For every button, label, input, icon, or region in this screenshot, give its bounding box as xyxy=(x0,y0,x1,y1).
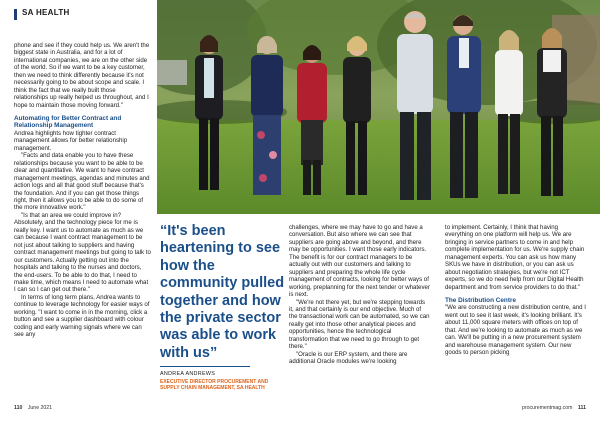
attribution-role: EXECUTIVE DIRECTOR PROCUREMENT AND SUPPLY CHAIN MANAGEMENT, SA HEALTH xyxy=(160,379,269,392)
section-marker xyxy=(14,9,17,20)
paragraph: "Oracle is our ERP system, and there are additional Oracle modules we're looking xyxy=(289,350,408,366)
article-column-3 xyxy=(445,224,587,357)
footer-left xyxy=(14,405,52,411)
paragraph: "We are constructing a new distribution centre, and I went out to see it last week, it's looking brilliant. It's about 11,000 square meters with offices on top of that. And we're looking to automate as much as we can. We'll be putting in a new procurement system and warehouse management system. Our new goods to person picking xyxy=(445,304,586,357)
footer-right xyxy=(522,405,586,411)
quote-divider xyxy=(160,366,250,367)
team-photo-illustration xyxy=(157,0,600,214)
subheading-distribution-centre: The Distribution Centre xyxy=(445,297,517,305)
pull-quote-text: “It's been heartening to see how the community pulled together and how the private sector was able to work with us” xyxy=(160,223,285,361)
paragraph: "Facts and data enable you to have these relationships because you want to be able to be clear and quantitative. We want to have contract management meetings, agendas and minutes and action logs and all that good stuff because that's the foundation. And if you can get those things right, then it allows you to be able to do some of the more innovative work." xyxy=(14,152,150,212)
article-column-2 xyxy=(289,224,431,366)
person-figure xyxy=(251,36,283,195)
paragraph: Andrea highlights how tighter contract management allows for better relationship management. xyxy=(14,129,128,152)
section-header xyxy=(14,8,154,22)
quote-attribution xyxy=(160,371,270,391)
attribution-name: ANDREA ANDREWS xyxy=(160,371,216,377)
article-column-1 xyxy=(14,42,151,339)
site-url: procurementmag.com xyxy=(521,405,573,411)
paragraph: "We're not there yet, but we're stepping towards it, and that certainly is our end objective. Much of the transactional work can be automated, so we can really get into those other analytical pieces and opportunities, hence the technological transformation that we need to go through to get there." xyxy=(289,298,430,351)
pull-quote xyxy=(160,223,285,367)
subheading-automating: Automating for Better Contract and Relationship Management xyxy=(14,115,122,130)
paragraph: phone and see if they could help us. We aren't the biggest state in Australia, and for a lot of international companies, we are on the other side of the world. So if we want to be a key customer, then we need to think differently because it's not necessarily going to be about scope and scale. I think the fact that we really built those relationships up really helped us throughout, and I hope to maintain those moving forward." xyxy=(14,42,150,109)
section-label: SA HEALTH xyxy=(22,8,70,17)
paragraph: to implement. Certainly, I think that having everything on one platform will help us. We are bringing in service partners to come in and help complete implementation for us. We're supply chain management experts. You can ask us how many SKUs we have in distribution, or you can ask us about negotiation strategies, but we're not ICT experts, so we do need help from our Digital Health department and from service providers to do that." xyxy=(445,224,585,291)
paragraph: challenges, where we may have to go and have a conversation. But also where we can see that suppliers are going above and beyond, and there may be opportunities. I want those early indicators. The benefit is for our contract managers to be actually out with our customers and talking to suppliers and preparing the whole life cycle management of contracts, looking for better ways of working, preplanning for the next tender or whatever is next. xyxy=(289,224,430,299)
paragraph: In terms of long term plans, Andrea wants to continue to leverage technology for easier ways of working. "I want to come in in the morning, click a button and see a supplier dashboard with colour coding and early warning signals where we can see any xyxy=(14,293,150,339)
page-number-right: 111 xyxy=(577,405,586,411)
team-photo xyxy=(157,0,600,214)
page-number-left: 110 xyxy=(14,405,23,411)
paragraph: "Is that an area we could improve in? Absolutely, and the technology piece for me is really key. I want us to automate as much as we can because I want contract management to be not just about talking to suppliers and having contract management meetings but going to talk to our customers. Actually getting out into the hospitals and talking to the nurses and doctors, the end-users. To be able to do that, I need to make time, which means I need to automate what I can so I can get out there." xyxy=(14,211,151,294)
issue-date: June 2021 xyxy=(27,405,53,411)
